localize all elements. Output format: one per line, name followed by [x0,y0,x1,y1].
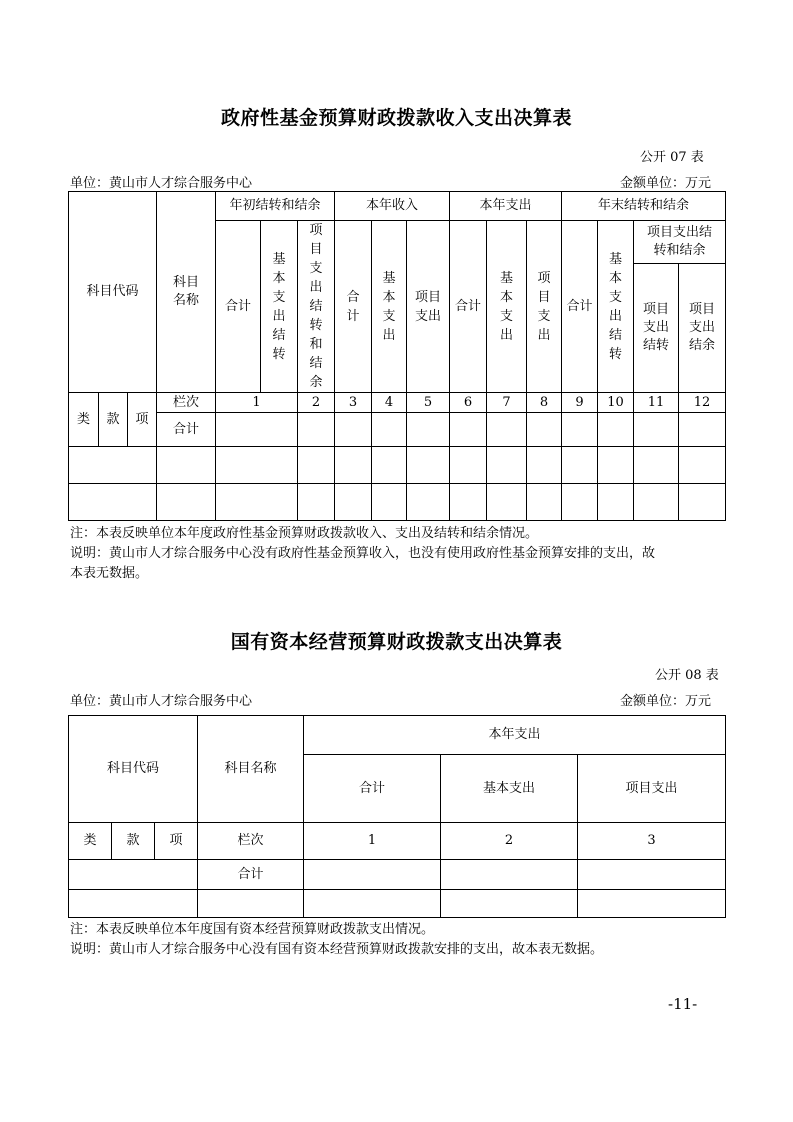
data-cell [69,860,198,890]
kuan-label: 款 [99,393,128,447]
g4-project-group: 项目支出结 转和结余 [634,221,726,264]
group-income: 本年收入 [335,192,450,221]
lei-label: 类 [69,393,99,447]
g3-project: 项 目 支 出 [527,221,562,393]
data-cell [450,413,487,447]
data-cell [335,413,372,447]
t2-lanci: 栏次 [198,823,304,860]
t2-basic: 基本支出 [441,755,578,823]
g1-total: 合计 [216,221,261,393]
col-number: 3 [578,823,726,860]
g2-basic: 基 本 支 出 [372,221,407,393]
table1 [68,191,726,521]
col-number: 8 [527,393,562,413]
col-number: 3 [335,393,372,413]
data-cell [634,413,679,447]
lanci-label: 栏次 [157,393,216,413]
col-number: 6 [450,393,487,413]
data-cell [298,413,335,447]
table2-title: 国有资本经营预算财政拨款支出决算表 [230,631,563,653]
t2-kuan: 款 [112,823,155,860]
data-cell [527,413,562,447]
table1-code: 公开 07 表 [640,150,704,165]
t2-total: 合计 [304,755,441,823]
g2-project: 项目 支出 [407,221,450,393]
g4-total: 合计 [562,221,598,393]
data-cell [578,860,726,890]
col-number: 2 [298,393,335,413]
g4-project-carry: 项目 支出 结转 [634,264,679,393]
table2-money-unit: 金额单位：万元 [620,694,712,709]
table1-money-unit: 金额单位：万元 [620,176,712,191]
g2-total: 合 计 [335,221,372,393]
table2-note: 注：本表反映单位本年度国有资本经营预算财政拨款支出情况。 [70,922,435,937]
t2-lei: 类 [69,823,112,860]
table2 [68,715,726,918]
table1-note: 注：本表反映单位本年度政府性基金预算财政拨款收入、支出及结转和结余情况。 [70,526,539,541]
col-number: 1 [216,393,298,413]
table1-explain-cont: 本表无数据。 [70,566,149,581]
g4-basic: 基 本 支 出 结 转 [598,221,634,393]
table1-explain: 说明：黄山市人才综合服务中心没有政府性基金预算收入，也没有使用政府性基金预算安排的支出，故 [70,546,656,561]
col-number: 1 [304,823,441,860]
g3-basic: 基 本 支 出 [487,221,527,393]
table2-explain: 说明：黄山市人才综合服务中心没有国有资本经营预算财政拨款安排的支出，故本表无数据。 [70,942,604,957]
col-number: 2 [441,823,578,860]
t2-xiang: 项 [155,823,198,860]
data-cell [407,413,450,447]
data-cell [562,413,598,447]
group-closing-balance: 年末结转和结余 [562,192,726,221]
data-cell [598,413,634,447]
group-opening-balance: 年初结转和结余 [216,192,335,221]
col-number: 11 [634,393,679,413]
t2-heji: 合计 [198,860,304,890]
table1-title: 政府性基金预算财政拨款收入支出决算表 [220,107,572,129]
data-cell [372,413,407,447]
g1-project: 项 目 支 出 结 转 和 结 余 [298,221,335,393]
header-name [157,192,216,393]
table-row [69,484,726,521]
t2-group-expenditure: 本年支出 [304,716,726,755]
col-number: 12 [679,393,726,413]
col-number: 10 [598,393,634,413]
page-number: -11- [668,995,698,1013]
t2-header-name: 科目名称 [198,716,304,823]
data-cell [441,860,578,890]
col-number: 9 [562,393,598,413]
header-code: 科目代码 [69,192,157,393]
table2-code: 公开 08 表 [655,668,719,683]
g3-total: 合计 [450,221,487,393]
header-name-line1: 科目 [172,275,199,290]
t2-project: 项目支出 [578,755,726,823]
data-cell [487,413,527,447]
group-expenditure: 本年支出 [450,192,562,221]
heji-label: 合计 [157,413,216,447]
table-row [69,447,726,484]
header-name-line2: 名称 [172,293,199,308]
col-number: 4 [372,393,407,413]
g4-project-balance: 项目 支出 结余 [679,264,726,393]
data-cell [304,860,441,890]
t2-header-code: 科目代码 [69,716,198,823]
data-cell [216,413,298,447]
col-number: 7 [487,393,527,413]
col-number: 5 [407,393,450,413]
xiang-label: 项 [128,393,157,447]
g1-basic: 基 本 支 出 结 转 [261,221,298,393]
table1-unit: 单位：黄山市人才综合服务中心 [70,176,253,191]
table-row [69,890,726,918]
data-cell [679,413,726,447]
table2-unit: 单位：黄山市人才综合服务中心 [70,694,253,709]
